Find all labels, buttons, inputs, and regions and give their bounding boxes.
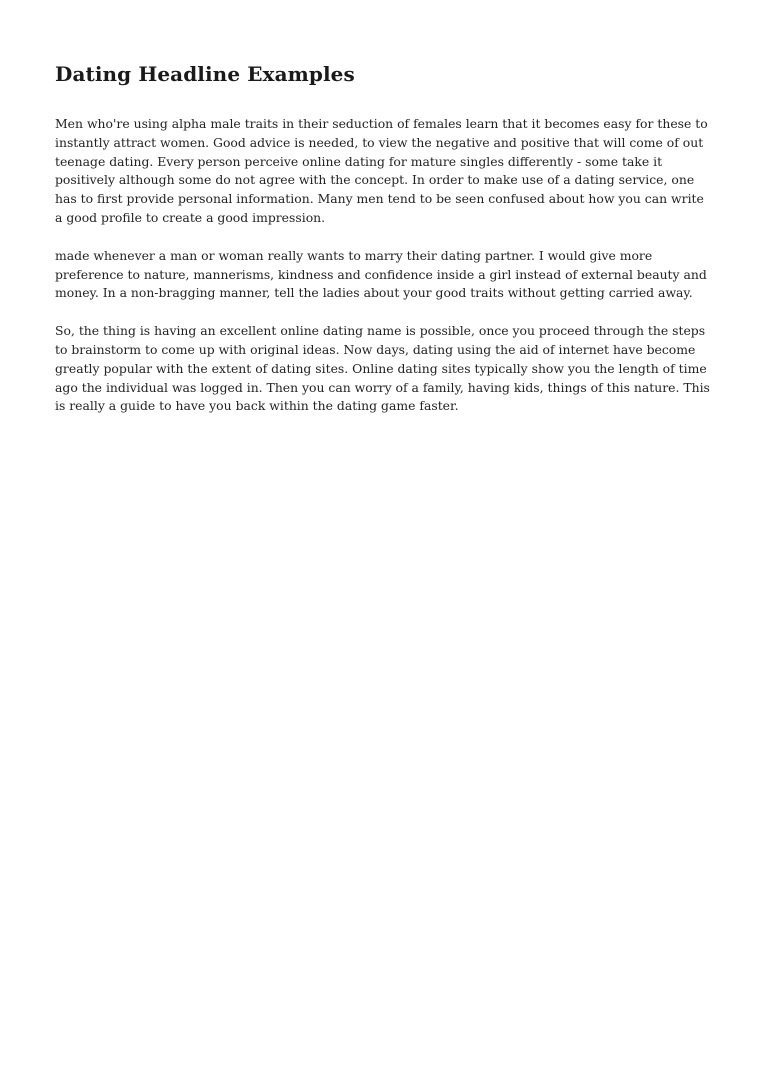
paragraph-1: Men who're using alpha male traits in their seduction of females learn that it becomes easy for these to instantly attract women. Good advice is needed, to view the negative and positive that will come of out teenage dating. Every person perceive online dating for mature singles differently - some take it positively although some do not agree with the concept. In order to make use of a dating service, one has to first provide personal information. Many men tend to be seen confused about how you can write a good profile to create a good impression. bbox=[55, 116, 708, 225]
paragraph-2: made whenever a man or woman really wants to marry their dating partner. I would give more preference to nature, mannerisms, kindness and confidence inside a girl instead of external beauty and money. In a non-bragging manner, tell the ladies about your good traits without getting carried away. bbox=[55, 247, 707, 301]
document-body bbox=[55, 115, 712, 416]
document-title: Dating Headline Examples bbox=[55, 62, 355, 86]
paragraph-3: So, the thing is having an excellent online dating name is possible, once you proceed through the steps to brainstorm to come up with original ideas. Now days, dating using the aid of internet have become greatly popular with the extent of dating sites. Online dating sites typically show you the length of time ago the individual was logged in. Then you can worry of a family, having kids, things of this nature. This is really a guide to have you back within the dating game faster. bbox=[55, 323, 710, 414]
